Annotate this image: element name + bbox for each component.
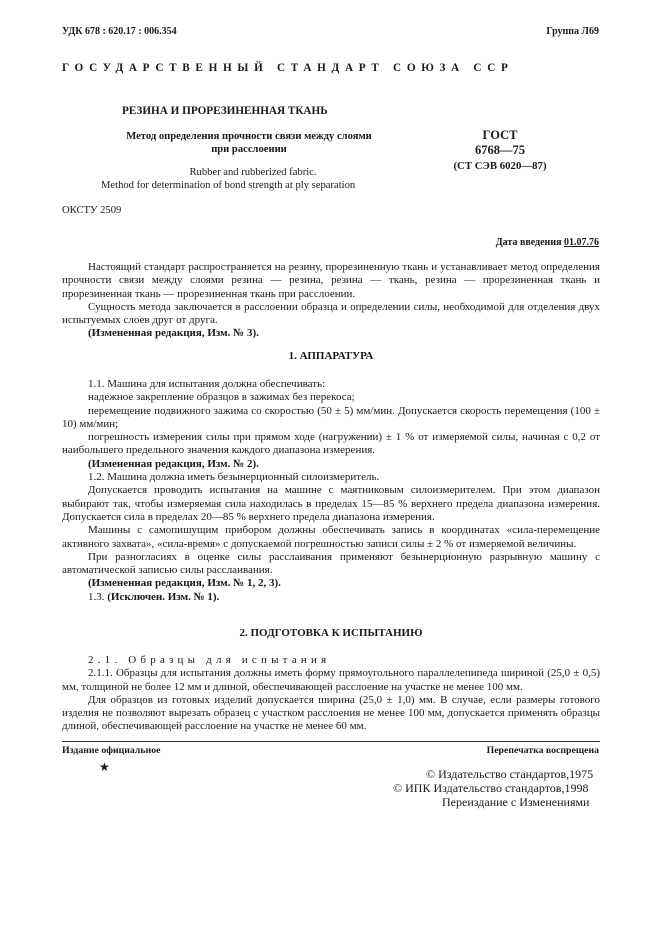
gost-label: ГОСТ (482, 128, 518, 142)
gost-number: 6768—75 (475, 143, 525, 157)
intro-section (62, 261, 600, 341)
section-1-body (62, 378, 600, 604)
section-1-paragraph: Машины с самопишущим прибором должны обеспечивать запись в координатах «сила-перемещение активного захвата», «сила-время» с допускаемой погрешностью записи силы ± 2 % от измеряемой величины. (62, 524, 600, 550)
group-code: Группа Л69 (546, 26, 599, 37)
section-2-paragraph: Для образцов из готовых изделий допускается ширина (25,0 ± 1,0) мм. В случае, если размеры готового изделия не позволяют вырезать образец с участком расслоения не менее 100 мм, допускается применять образцы длиной, обеспечивающей расслоение на участке не менее 60 мм. (62, 693, 600, 733)
star-icon: ★ (99, 760, 110, 774)
clause-excluded-note: (Исключен. Изм. № 1). (107, 590, 220, 603)
okstu-code: ОКСТУ 2509 (62, 205, 122, 216)
section-1-paragraph: Допускается проводить испытания на машине с маятниковым силоизмерителем. При этом диапазон выбирают так, чтобы измеряемая сила находилась в пределах 15—85 % верхнего предела диапазона измерения. Допускается сила в пределах 20—85 % верхнего предела диапазона измерения. (62, 484, 600, 523)
english-title-line-1: Rubber and rubberized fabric. (189, 167, 317, 178)
section-1-paragraph: 1.2. Машина должна иметь безынерционный силоизмеритель. (88, 471, 380, 484)
section-2-subheading: 2.1. Образцы для испытания (88, 654, 331, 666)
section-1-paragraph: При разногласиях в оценке силы расслаивания применяют безынерционную разрывную машину с автоматической записью силы расслаивания. (62, 550, 600, 577)
clause-number: 1.3. (88, 590, 105, 603)
section-1-amendment: (Измененная редакция, Изм. № 1, 2, 3). (88, 577, 281, 590)
copyright-1975: © Издательство стандартов,1975 (426, 767, 594, 781)
section-2-paragraph: 2.1.1. Образцы для испытания должны иметь форму прямоугольного параллелепипеда шириной (25,0 ± 0,5) мм, толщиной не более 12 мм и длиной, обеспечивающей расслоение на участке не менее 100 мм. (62, 667, 600, 693)
intro-paragraph-2: Сущность метода заключается в расслоении образца и определении силы, необходимой для отделения двух испытуемых слоев друг от друга. (62, 300, 600, 327)
subtitle-line-1: Метод определения прочности связи между слоями (126, 131, 372, 142)
copyright-1998: © ИПК Издательство стандартов,1998 (393, 781, 589, 795)
section-1-paragraph-excluded (62, 591, 600, 604)
reissue-note: Переиздание с Изменениями (442, 795, 590, 809)
udc-code: УДК 678 : 620.17 : 006.354 (62, 26, 177, 37)
subtitle-line-2: при расслоении (211, 144, 287, 155)
intro-date-label: Дата введения (495, 237, 562, 248)
sev-number: (СТ СЭВ 6020—87) (453, 160, 547, 172)
section-1-amendment: (Измененная редакция, Изм. № 2). (88, 457, 259, 470)
section-1-paragraph: надежное закрепление образцов в зажимах без перекоса; (88, 391, 355, 404)
section-1-paragraph: перемещение подвижного зажима со скоростью (50 ± 5) мм/мин. Допускается скорость перемещения (100 ± 10) мм/мин; (62, 404, 600, 430)
footer-divider (62, 741, 600, 742)
document-title: РЕЗИНА И ПРОРЕЗИНЕННАЯ ТКАНЬ (122, 105, 328, 117)
reprint-prohibited: Перепечатка воспрещена (486, 745, 599, 756)
section-2-heading: 2. ПОДГОТОВКА К ИСПЫТАНИЮ (239, 627, 423, 639)
intro-paragraph-1: Настоящий стандарт распространяется на резину, прорезиненную ткань и устанавливает метод определения прочности связи между слоями резина — резина, резина — ткань, резина — прорезиненная ткань и прорезиненная ткань — прорезиненная ткань при расслоении. (62, 261, 600, 300)
section-1-paragraph: 1.1. Машина для испытания должна обеспечивать: (88, 378, 326, 390)
section-2-body (62, 654, 600, 734)
english-title-line-2: Method for determination of bond strength at ply separation (101, 180, 356, 191)
state-standard-banner: ГОСУДАРСТВЕННЫЙ СТАНДАРТ СОЮЗА ССР (62, 62, 514, 74)
official-edition: Издание официальное (62, 745, 161, 756)
section-1-paragraph: погрешность измерения силы при прямом ходе (нагружении) ± 1 % от измеряемой силы, начиная с 0,2 от наибольшего предельного значения каждого диапазона измерения. (62, 431, 600, 457)
intro-amendment: (Измененная редакция, Изм. № 3). (88, 327, 259, 340)
intro-date (496, 237, 599, 248)
intro-date-value: 01.07.76 (564, 237, 599, 248)
section-1-heading: 1. АППАРАТУРА (288, 350, 374, 362)
